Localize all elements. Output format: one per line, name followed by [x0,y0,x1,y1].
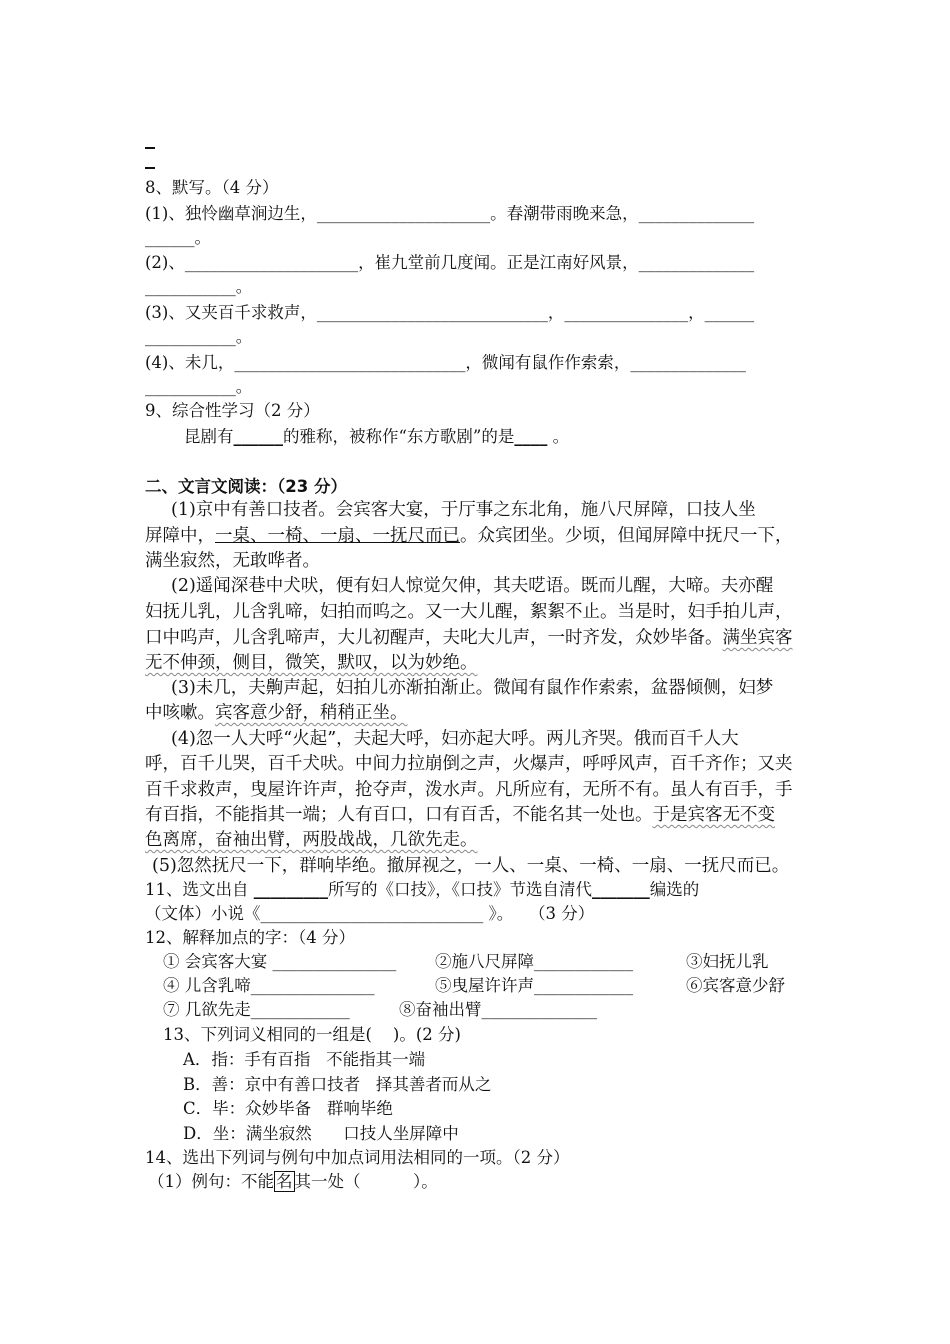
q13-title: 13、下列词义相同的一组是( )。(2 分) [163,1025,461,1044]
q8-line: ___________。 [145,277,253,296]
passage-line: 呼，百千儿哭，百千犬吠。中间力拉崩倒之声，火爆声，呼呼风声，百千齐作；又夹 [145,754,793,774]
q8-line: (3)、又夹百千求救声，____________________________，_______________，______ [145,303,755,322]
answer-blank: ____ [514,427,548,446]
underlined-phrase: 一桌、一椅、一扇、一抚尺而已 [215,526,460,546]
answer-blank: ____________ [534,952,633,971]
q9-text: 昆剧有 [184,427,234,446]
passage-line: (5)忽然抚尺一下，群响毕绝。撤屏视之，一人、一桌、一椅、一扇、一抚尺而已。 [152,856,790,876]
boxed-character: 名 [276,1172,293,1191]
q8-line: (2)、_____________________，崔九堂前几度闻。正是江南好风景，______________ [145,253,755,272]
answer-blank: ______________ [481,1000,597,1019]
passage-line: (3)未几，夫齁声起，妇拍儿亦渐拍渐止。微闻有鼠作作索索，盆器倾侧，妇梦 [171,678,774,698]
q8-line: (4)、未几，____________________________，微闻有鼠作作索索，______________ [145,353,746,372]
passage-line: 口中呜声，儿含乳啼声，大儿初醒声，夫叱大儿声，一时齐发，众妙毕备。满坐宾客 [145,628,793,648]
passage-line: (4)忽一人大呼“火起”，夫起大呼，妇亦起大呼。两儿齐哭。俄而百千人大 [171,729,739,749]
answer-blank: ______ [233,427,283,446]
q9-text: 。 [547,427,570,446]
q12-item: ⑧奋袖出臂______________ [399,1000,597,1019]
q9-question [184,426,569,448]
passage-line: 百千求救声，曳屋许许声，抢夺声，泼水声。凡所应有，无所不有。虽人有百手，手 [145,780,793,800]
passage-line: 有百指，不能指其一端；人有百口，口有百舌，不能名其一处也。于是宾客无不变 [145,805,775,825]
answer-blank: _______________ [250,976,375,995]
q8-title: 8、默写。（4 分） [145,178,279,197]
wavy-underlined-phrase: 无不伸颈，侧目，微笑，默叹，以为妙绝。 [145,653,478,673]
passage-line: 满坐寂然，无敢哗者。 [145,551,320,571]
q12-title: 12、解释加点的字：（4 分） [145,928,355,947]
section-heading: 二、文言文阅读：（23 分） [145,477,347,496]
stray-mark [145,147,155,149]
q13-option-a: A．指：手有百指 不能指其一端 [183,1050,426,1069]
q12-item: ②施八尺屏障____________ [435,952,633,971]
q13-option-d: D．坐：满坐寂然 口技人坐屏障中 [183,1124,459,1143]
passage-line [145,827,478,853]
passage-line: 中咳嗽。宾客意少舒，稍稍正坐。 [145,703,408,723]
answer-blank: _______________ [272,952,397,971]
q12-item: ⑦ 几欲先走____________ [163,1000,350,1019]
q8-line: ___________。 [145,327,253,346]
q12-item: ① 会宾客大宴 _______________ [163,952,397,971]
q12-item: ③妇抚儿乳 [686,952,769,971]
q8-line: ______。 [145,228,211,247]
q12-item: ④ 儿含乳啼_______________ [163,976,375,995]
answer-blank: ___________________________ [260,904,484,923]
answer-blank: _________ [253,880,328,899]
q9-title: 9、综合性学习（2 分） [145,401,320,420]
q13-option-c: C．毕：众妙毕备 群响毕绝 [183,1099,393,1118]
stray-mark [145,167,155,169]
wavy-underlined-phrase: 满坐宾客 [722,628,793,648]
q13-option-b: B．善：京中有善口技者 择其善者而从之 [183,1075,492,1094]
passage-line: 妇抚儿乳，儿含乳啼，妇拍而呜之。又一大儿醒，絮絮不止。当是时，妇手拍儿声， [145,602,793,622]
q8-line: (1)、独怜幽草涧边生，_____________________。春潮带雨晚来急，______________ [145,204,755,223]
wavy-underlined-phrase: 宾客意少舒，稍稍正坐。 [215,703,408,723]
passage-line: (2)遥闻深巷中犬吠，便有妇人惊觉欠伸，其夫呓语。既而儿醒，大啼。夫亦醒 [171,576,774,596]
q11-line: 11、选文出自 _________所写的《口技》，《口技》节选自清代_______编选的 [145,880,700,899]
wavy-underlined-phrase: 色离席，奋袖出臂，两股战战，几欲先走。 [145,830,478,850]
answer-blank: ____________ [534,976,633,995]
answer-blank: ____________ [250,1000,350,1019]
q14-title: 14、选出下列词与例句中加点词用法相同的一项。（2 分） [145,1148,570,1167]
passage-line: 屏障中，一桌、一椅、一扇、一抚尺而已。众宾团坐。少顷，但闻屏障中抚尺一下， [145,526,793,546]
q9-text: 的雅称，被称作“东方歌剧”的是 [283,427,515,446]
q12-item: ⑤曳屋许许声____________ [435,976,633,995]
q12-item: ⑥宾客意少舒 [686,976,785,995]
passage-line: (1)京中有善口技者。会宾客大宴，于厅事之东北角，施八尺屏障，口技人坐 [171,500,756,520]
q14-example: （1）例句：不能 名 其一处（ ）。 [148,1172,438,1191]
answer-blank: _______ [592,880,650,899]
wavy-underlined-phrase: 于是宾客无不变 [652,805,775,825]
q11-line: （文体）小说《___________________________ 》。 （3 分） [145,904,595,923]
passage-line [145,650,478,676]
q8-line: ___________。 [145,377,253,396]
